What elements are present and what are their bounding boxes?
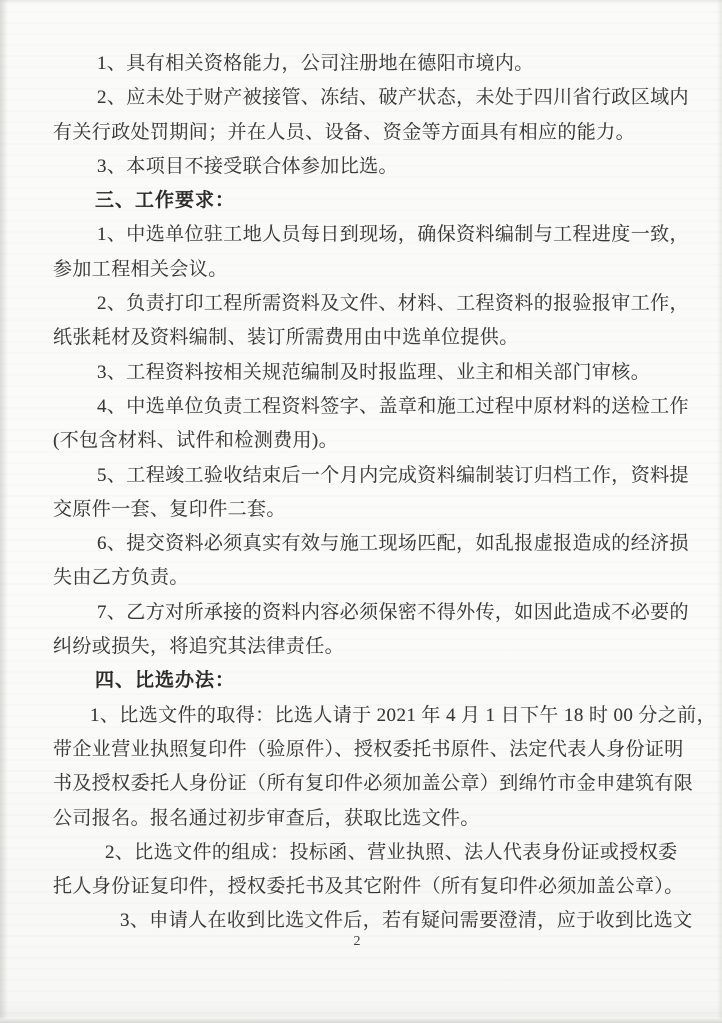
scan-edge-left <box>0 0 8 1023</box>
text-line: 2、负责打印工程所需资料及文件、材料、工程资料的报验报审工作， <box>97 293 689 315</box>
text-line: 7、乙方对所承接的资料内容必须保密不得外传，如因此造成不必要的 <box>97 601 689 623</box>
text-line: 1、中选单位驻工地人员每日到现场，确保资料编制与工程进度一致， <box>97 224 689 246</box>
text-line: 交原件一套、复印件二套。 <box>53 498 286 520</box>
text-line: 公司报名。报名通过初步审查后，获取比选文件。 <box>53 807 480 829</box>
text-line: 4、中选单位负责工程资料签字、盖章和施工过程中原材料的送检工作 <box>97 395 689 417</box>
scan-edge-right <box>717 0 722 1023</box>
text-line: (不包含材料、试件和检测费用)。 <box>53 430 339 452</box>
text-line: 1、比选文件的取得：比选人请于 2021 年 4 月 1 日下午 18 时 00 分之前， <box>90 704 717 726</box>
text-line: 1、具有相关资格能力，公司注册地在德阳市境内。 <box>97 53 534 74</box>
text-line: 6、提交资料必须真实有效与施工现场匹配，如乱报虚报造成的经济损 <box>97 533 689 555</box>
text-line: 2、比选文件的组成：投标函、营业执照、法人代表身份证或授权委 <box>105 841 678 863</box>
text-line: 3、申请人在收到比选文件后，若有疑问需要澄清，应于收到比选文 <box>120 910 693 932</box>
text-line: 参加工程相关会议。 <box>53 258 228 280</box>
text-line: 2、应未处于财产被接管、冻结、破产状态，未处于四川省行政区域内 <box>97 87 689 109</box>
text-line: 纸张耗材及资料编制、装订所需费用由中选单位提供。 <box>53 327 519 349</box>
text-line: 带企业营业执照复印件（验原件）、授权委托书原件、法定代表人身份证明 <box>53 738 684 760</box>
text-line: 3、工程资料按相关规范编制及时报监理、业主和相关部门审核。 <box>97 361 651 383</box>
text-line: 四、比选办法： <box>95 670 236 692</box>
text-line: 三、工作要求： <box>95 190 236 212</box>
text-line: 托人身份证复印件，授权委托书及其它附件（所有复印件必须加盖公章）。 <box>53 876 684 898</box>
text-line: 有关行政处罚期间；并在人员、设备、资金等方面具有相应的能力。 <box>53 121 636 143</box>
scan-shadow-bottom <box>0 1001 722 1017</box>
text-line: 失由乙方负责。 <box>53 567 189 589</box>
text-line: 书及授权委托人身份证（所有复印件必须加盖公章）到绵竹市金申建筑有限 <box>53 773 694 795</box>
page-number: 2 <box>353 934 361 949</box>
document-lines <box>53 47 717 939</box>
text-line: 纠纷或损失，将追究其法律责任。 <box>53 636 345 658</box>
text-line: 5、工程竣工验收结束后一个月内完成资料编制装订归档工作，资料提 <box>97 464 689 486</box>
scan-edge-top <box>0 0 722 4</box>
text-line: 3、本项目不接受联合体参加比选。 <box>97 155 398 177</box>
scan-edge-bottom <box>0 1017 722 1023</box>
